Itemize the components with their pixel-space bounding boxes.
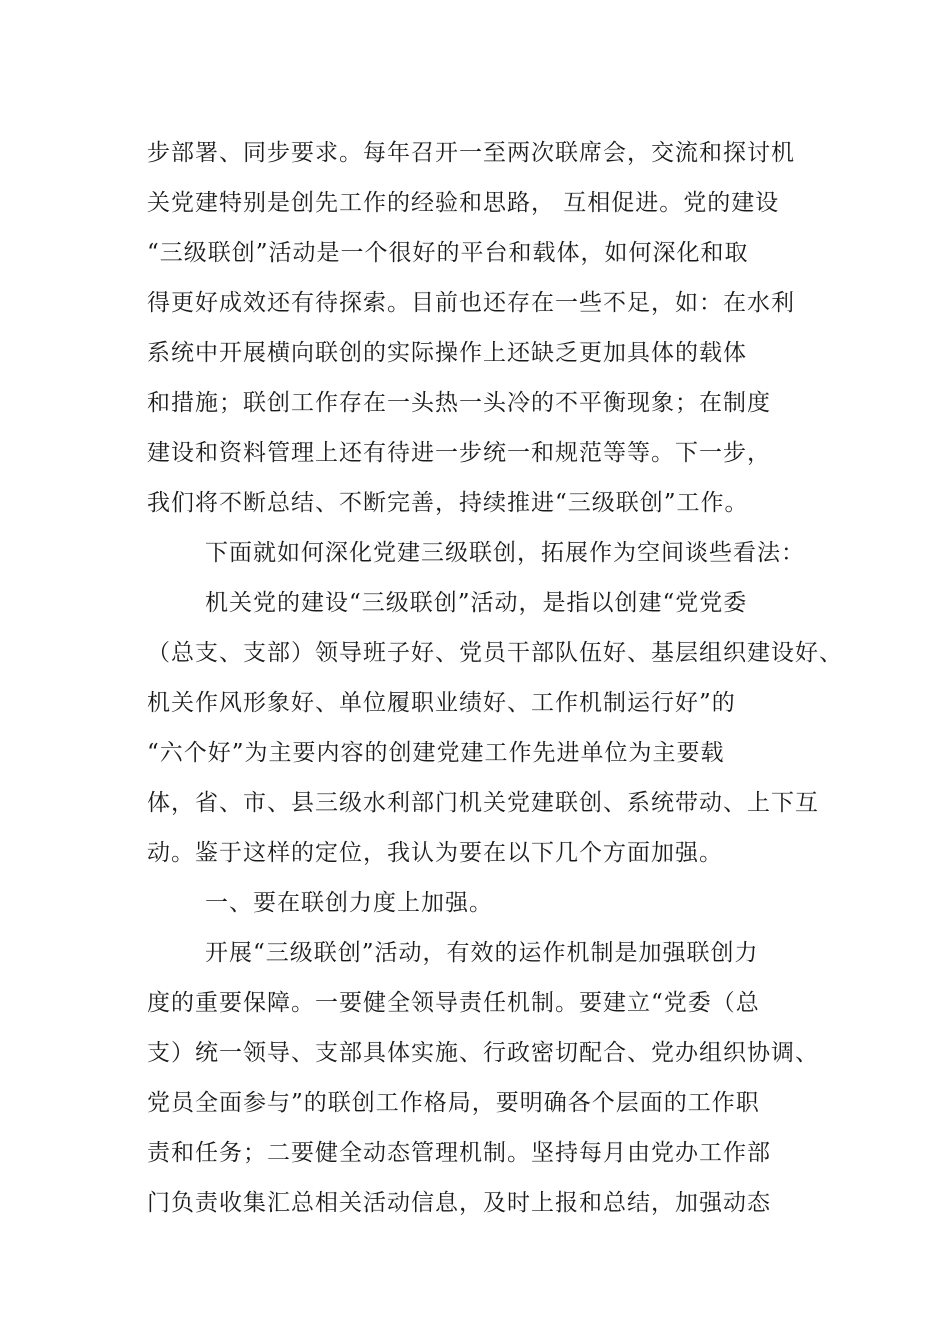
text-line: “六个好”为主要内容的创建党建工作先进单位为主要载 [147, 740, 725, 766]
text-line: 支）统一领导、支部具体实施、行政密切配合、党办组织协调、 [147, 1040, 819, 1066]
text-line: 建设和资料管理上还有待进一步统一和规范等等。下一步， [147, 440, 771, 466]
text-line: 得更好成效还有待探索。目前也还存在一些不足，如：在水利 [147, 290, 795, 316]
text-line: “三级联创”活动是一个很好的平台和载体，如何深化和取 [147, 240, 749, 266]
text-line: 责和任务；二要健全动态管理机制。坚持每月由党办工作部 [147, 1140, 771, 1166]
text-line: 下面就如何深化党建三级联创，拓展作为空间谈些看法： [205, 540, 805, 566]
text-line: 步部署、同步要求。每年召开一至两次联席会，交流和探讨机 [147, 140, 795, 166]
text-line: 度的重要保障。一要健全领导责任机制。要建立“党委（总 [147, 990, 760, 1016]
text-line: 动。鉴于这样的定位，我认为要在以下几个方面加强。 [147, 840, 723, 866]
text-line: 机关党的建设“三级联创”活动，是指以创建“党党委 [205, 590, 748, 616]
text-line: 体，省、市、县三级水利部门机关党建联创、系统带动、上下互 [147, 790, 819, 816]
text-line: 关党建特别是创先工作的经验和思路， 互相促进。党的建设 [147, 190, 780, 216]
text-line: （总支、支部）领导班子好、党员干部队伍好、基层组织建设好、 [147, 640, 843, 666]
text-line: 系统中开展横向联创的实际操作上还缺乏更加具体的载体 [147, 340, 747, 366]
text-line: 机关作风形象好、单位履职业绩好、工作机制运行好”的 [147, 690, 736, 716]
text-line: 我们将不断总结、不断完善，持续推进“三级联创”工作。 [147, 490, 749, 516]
body-text [147, 128, 843, 1228]
text-line: 和措施；联创工作存在一头热一头冷的不平衡现象；在制度 [147, 390, 771, 416]
text-line: 开展“三级联创”活动，有效的运作机制是加强联创力 [205, 940, 759, 966]
text-line: 一、要在联创力度上加强。 [205, 890, 493, 916]
text-line: 党员全面参与”的联创工作格局，要明确各个层面的工作职 [147, 1090, 760, 1116]
text-line: 门负责收集汇总相关活动信息，及时上报和总结，加强动态 [147, 1190, 771, 1216]
